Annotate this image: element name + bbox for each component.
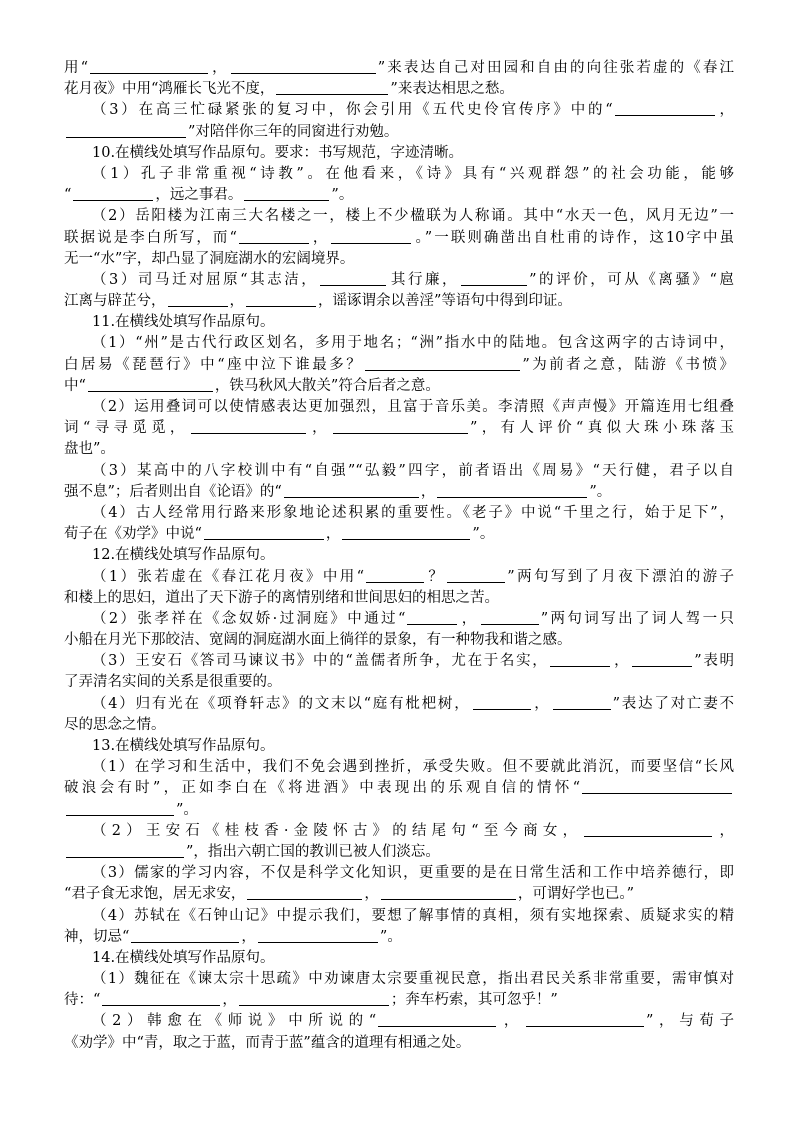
text-segment: （2）韩愈在《师说》中所说的“ xyxy=(92,1013,377,1030)
text-line xyxy=(64,461,734,482)
text-segment: ，远之事君。 xyxy=(155,187,243,204)
text-segment: 荀子在《劝学》中说“ xyxy=(64,526,202,543)
text-line xyxy=(64,990,734,1011)
text-line xyxy=(64,1011,734,1032)
text-segment: ， xyxy=(310,229,330,246)
text-line xyxy=(64,79,734,100)
answer-blank[interactable] xyxy=(331,229,411,244)
answer-blank[interactable] xyxy=(73,186,153,201)
text-segment: ， xyxy=(325,526,341,543)
text-segment: ， xyxy=(716,102,735,119)
text-segment: 小船在月光下那皎洁、宽阔的洞庭湖水面上徜徉的景象，有一种物我和谐之感。 xyxy=(64,632,572,649)
text-segment: 待：“ xyxy=(64,992,101,1009)
text-segment: 《劝学》中“青，取之于蓝，而青于蓝”蕴含的道理有相通之处。 xyxy=(64,1034,471,1051)
text-segment: ，可谓好学也已。” xyxy=(517,886,635,903)
text-segment: ， xyxy=(210,60,229,76)
text-segment: 词“寻寻觅觅， xyxy=(64,420,189,437)
text-segment: ”表达了对亡妻不 xyxy=(612,695,734,712)
answer-blank[interactable] xyxy=(246,292,316,307)
text-line xyxy=(64,418,734,439)
answer-blank[interactable] xyxy=(247,885,362,900)
answer-blank[interactable] xyxy=(88,377,213,392)
answer-blank[interactable] xyxy=(553,695,611,710)
text-line xyxy=(64,206,734,227)
text-line xyxy=(64,651,734,672)
text-line xyxy=(64,524,734,545)
text-segment: （1）“州”是古代行政区划名，多用于地名；“洲”指水中的陆地。包含这两字的古诗词中， xyxy=(92,335,734,352)
text-segment: ， xyxy=(498,1013,524,1030)
text-segment: 无一“水”字，却凸显了洞庭湖水的宏阔境界。 xyxy=(64,250,355,267)
text-segment: ， xyxy=(459,610,479,627)
text-line xyxy=(64,863,734,884)
answer-blank[interactable] xyxy=(526,1012,644,1027)
text-segment: ， xyxy=(241,928,256,945)
answer-blank[interactable] xyxy=(320,271,386,286)
text-segment: （2）张孝祥在《念奴娇·过洞庭》中通过“ xyxy=(92,610,406,627)
answer-blank[interactable] xyxy=(632,652,692,667)
text-segment: ， xyxy=(307,420,331,437)
answer-blank[interactable] xyxy=(333,419,468,434)
text-segment: ”，有人评价“真似大珠小珠落玉 xyxy=(469,420,735,437)
answer-blank[interactable] xyxy=(407,610,457,625)
text-segment: （4）古人经常用行路来形象地论述积累的重要性。《老子》中说“千里之行，始于足下”， xyxy=(92,504,734,521)
text-segment: ”的评价，可从《离骚》“扈 xyxy=(529,271,735,288)
text-line xyxy=(64,821,734,842)
text-segment: ”，与荀子 xyxy=(646,1013,735,1030)
text-segment: ， xyxy=(420,483,436,500)
text-line xyxy=(64,609,734,630)
text-segment: （1）在学习和生活中，我们不免会遇到挫折，承受失败。但不要就此消沉，而要坚信“长风 xyxy=(92,759,734,776)
text-segment: ；奔车朽索，其可忽乎！” xyxy=(390,992,558,1009)
question-heading xyxy=(64,143,734,164)
text-segment: ， xyxy=(229,293,244,310)
text-segment: ”来表达相思之愁。 xyxy=(390,81,514,98)
text-line xyxy=(64,630,734,651)
text-line xyxy=(64,672,734,693)
text-segment: ， xyxy=(532,695,551,712)
text-segment: （2）运用叠词可以使情感表达更加强烈，且富于音乐美。李清照《声声慢》开篇连用七组叠 xyxy=(92,399,734,415)
text-line xyxy=(64,397,734,418)
text-line xyxy=(64,927,734,948)
text-segment: 11.在横线处填写作品原句。 xyxy=(92,314,275,331)
question-heading xyxy=(64,312,734,333)
text-line xyxy=(64,164,734,185)
answer-blank[interactable] xyxy=(90,59,208,74)
answer-blank[interactable] xyxy=(66,123,186,138)
text-segment: “君子食无求饱，居无求安， xyxy=(64,886,246,903)
text-segment: 强不息”；后者则出自《论语》的“ xyxy=(64,483,282,500)
text-line xyxy=(64,969,734,990)
answer-blank[interactable] xyxy=(365,356,520,371)
text-segment: ， xyxy=(364,886,379,903)
text-segment: （2）王安石《桂枝香·金陵怀古》的结尾句“至今商女， xyxy=(92,822,583,839)
question-heading xyxy=(64,948,734,969)
answer-blank[interactable] xyxy=(131,928,239,943)
text-segment: （3）在高三忙碌紧张的复习中，你会引用《五代史伶官传序》中的“ xyxy=(92,102,613,119)
text-segment: ”两句写到了月夜下漂泊的游子 xyxy=(507,568,735,585)
text-line xyxy=(64,333,734,354)
text-line xyxy=(64,100,734,121)
answer-blank[interactable] xyxy=(437,483,587,498)
text-segment: （4）归有光在《项脊轩志》的文末以“庭有枇杷树， xyxy=(92,695,471,712)
answer-blank[interactable] xyxy=(582,779,732,794)
text-segment: 联据说是李白所写，而“ xyxy=(64,229,237,246)
text-line xyxy=(64,503,734,524)
answer-blank[interactable] xyxy=(239,229,309,244)
text-segment: ，谣诼谓余以善淫”等语句中得到印证。 xyxy=(318,293,572,310)
text-segment: 用“ xyxy=(64,60,89,76)
text-segment: ”为前者之意，陆游《书愤》 xyxy=(522,356,734,373)
text-segment: 花月夜》中用“鸿雁长飞光不度， xyxy=(64,81,275,98)
text-segment: 其行廉， xyxy=(388,271,460,288)
text-line xyxy=(64,1033,734,1054)
text-line xyxy=(64,715,734,736)
text-segment: ”来表达自己对田园和自由的向往张若虚的《春江 xyxy=(377,60,735,76)
answer-blank[interactable] xyxy=(66,843,184,858)
text-segment: ，铁马秋风大散关”符合后者之意。 xyxy=(214,377,440,394)
text-segment: 14.在横线处填写作品原句。 xyxy=(92,949,275,966)
answer-blank[interactable] xyxy=(276,80,388,95)
text-line xyxy=(64,355,734,376)
text-line xyxy=(64,376,734,397)
answer-blank[interactable] xyxy=(239,991,389,1006)
answer-blank[interactable] xyxy=(366,568,424,583)
text-segment: （4）苏轼在《石钟山记》中提示我们，要想了解事情的真相，须有实地探索、质疑求实的精 xyxy=(92,907,734,924)
text-segment: ”表明 xyxy=(694,653,735,670)
text-segment: 10.在横线处填写作品原句。要求：书写规范，字迹清晰。 xyxy=(92,144,464,161)
answer-blank[interactable] xyxy=(258,928,378,943)
answer-blank[interactable] xyxy=(615,101,715,116)
text-segment: ， xyxy=(714,822,735,839)
answer-blank[interactable] xyxy=(231,59,376,74)
text-segment: ”。 xyxy=(472,526,495,543)
text-line xyxy=(64,270,734,291)
text-segment: ”。 xyxy=(379,928,402,945)
text-segment: （3）儒家的学习内容，不仅是科学文化知识，更重要的是在日常生活和工作中培养德行，即 xyxy=(92,865,734,882)
text-segment: 江离与辟芷兮， xyxy=(64,293,166,310)
text-segment: 。”一联则确凿出自杜甫的诗作，这10字中虽 xyxy=(413,229,734,246)
answer-blank[interactable] xyxy=(473,695,531,710)
answer-blank[interactable] xyxy=(342,525,470,540)
answer-blank[interactable] xyxy=(204,525,324,540)
text-segment: （3）王安石《答司马谏议书》中的“盖儒者所争，尤在于名实， xyxy=(92,653,549,670)
text-line xyxy=(64,757,734,778)
question-heading xyxy=(64,545,734,566)
text-segment: （3）司马迁对屈原“其志洁， xyxy=(92,271,319,288)
text-segment: ”。 xyxy=(589,483,612,500)
answer-blank[interactable] xyxy=(584,822,712,837)
text-segment: ”。 xyxy=(331,187,354,204)
text-segment: ， xyxy=(612,653,631,670)
text-line xyxy=(64,185,734,206)
text-segment: ， xyxy=(222,992,237,1009)
answer-blank[interactable] xyxy=(168,292,228,307)
text-segment: 和楼上的思妇，道出了天下游子的离情别绪和世间思妇的相思之苦。 xyxy=(64,589,499,606)
text-line xyxy=(64,694,734,715)
answer-blank[interactable] xyxy=(244,186,329,201)
text-segment: （1）魏征在《谏太宗十思疏》中劝谏唐太宗要重视民意，指出君民关系非常重要，需审慎对 xyxy=(92,971,734,988)
text-line xyxy=(64,588,734,609)
text-segment: 中“ xyxy=(64,377,86,394)
text-line xyxy=(64,778,734,799)
text-line xyxy=(64,906,734,927)
text-segment: （3）某高中的八字校训中有“自强”“弘毅”四字，前者语出《周易》“天行健，君子以自 xyxy=(92,462,734,479)
answer-blank[interactable] xyxy=(191,419,306,434)
text-line xyxy=(64,439,734,460)
text-segment: 12.在横线处填写作品原句。 xyxy=(92,547,275,564)
text-segment: ”对陪伴你三年的同窗进行劝勉。 xyxy=(188,123,399,140)
text-segment: 13.在横线处填写作品原句。 xyxy=(92,738,275,754)
text-line xyxy=(64,800,734,821)
text-line xyxy=(64,884,734,905)
text-segment: ”两句词写出了词人驾一只 xyxy=(540,610,735,627)
text-segment: 白居易《琵琶行》中“座中泣下谁最多？ xyxy=(64,356,364,373)
answer-blank[interactable] xyxy=(447,568,505,583)
answer-blank[interactable] xyxy=(381,885,516,900)
text-segment: 盘也”。 xyxy=(64,441,115,458)
text-line xyxy=(64,249,734,270)
text-segment: ”，指出六朝亡国的教训已被人们淡忘。 xyxy=(186,843,440,860)
answer-blank[interactable] xyxy=(481,610,539,625)
text-segment: “ xyxy=(64,187,72,204)
answer-blank[interactable] xyxy=(284,483,419,498)
question-content xyxy=(64,58,734,1054)
answer-blank[interactable] xyxy=(550,652,610,667)
text-line xyxy=(64,842,734,863)
text-line xyxy=(64,228,734,249)
question-heading xyxy=(64,736,734,757)
text-line xyxy=(64,482,734,503)
text-segment: （1）张若虚在《春江花月夜》中用“ xyxy=(92,568,365,585)
text-segment: 了弄清名实间的关系是很重要的。 xyxy=(64,674,282,691)
text-line xyxy=(64,567,734,588)
text-segment: 神，切忌“ xyxy=(64,928,130,945)
answer-blank[interactable] xyxy=(102,991,220,1006)
answer-blank[interactable] xyxy=(66,801,174,816)
text-line xyxy=(64,58,734,79)
text-segment: （1）孔子非常重视“诗教”。在他看来，《诗》具有“兴观群怨”的社会功能，能够 xyxy=(92,165,734,182)
text-line xyxy=(64,291,734,312)
text-segment: ”。 xyxy=(176,801,198,818)
text-segment: （2）岳阳楼为江南三大名楼之一，楼上不少楹联为人称诵。其中“水天一色，风月无边”一 xyxy=(92,208,734,225)
text-segment: ？ xyxy=(426,568,446,585)
answer-blank[interactable] xyxy=(461,271,527,286)
answer-blank[interactable] xyxy=(378,1012,496,1027)
text-segment: 破浪会有时”，正如李白在《将进酒》中表现出的乐观自信的情怀“ xyxy=(64,780,580,797)
text-line xyxy=(64,122,734,143)
text-segment: 尽的思念之情。 xyxy=(64,716,166,733)
